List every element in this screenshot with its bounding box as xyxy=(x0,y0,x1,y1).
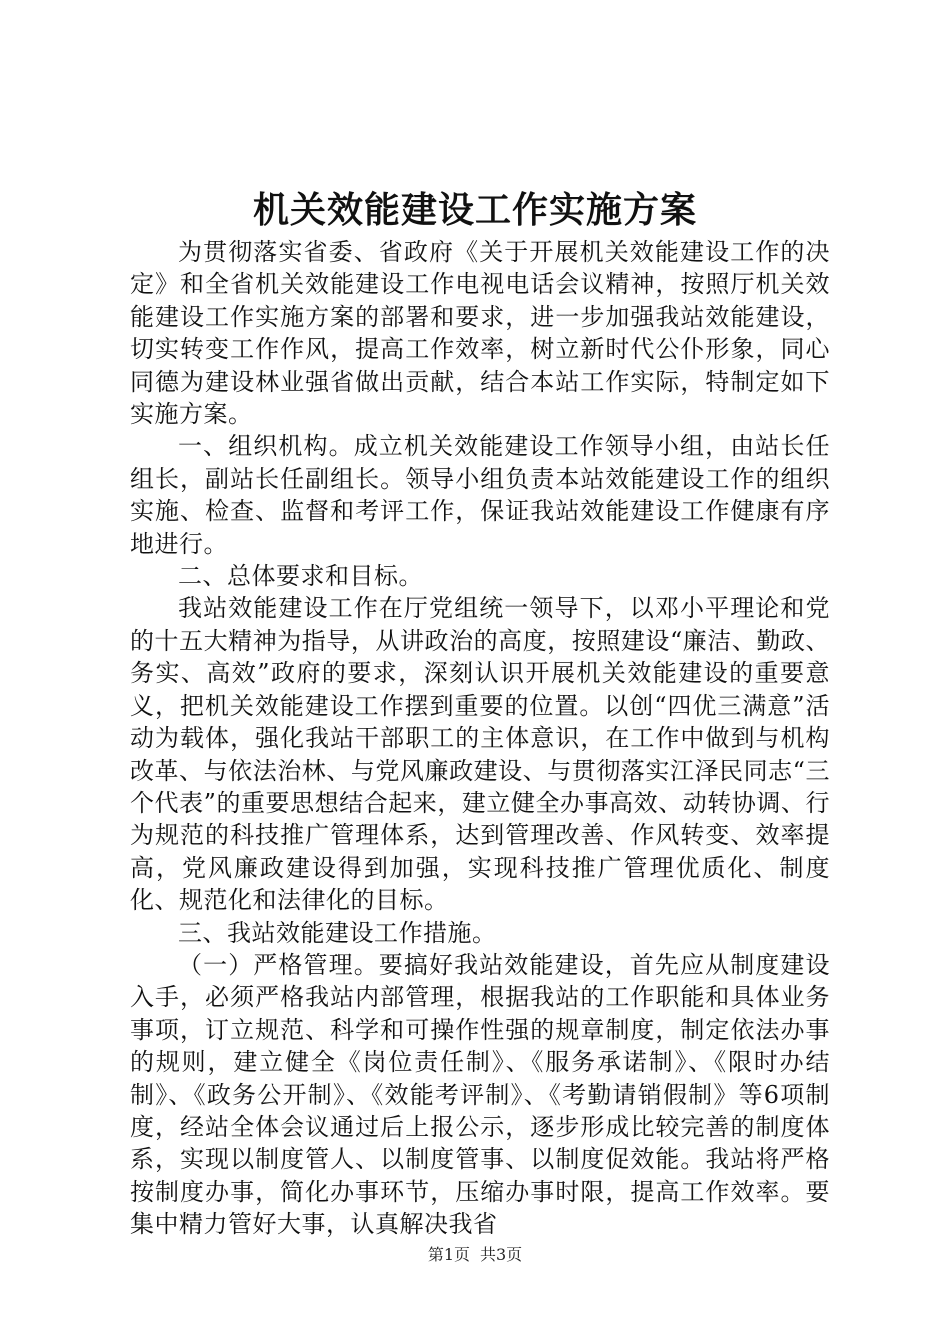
paragraph-intro: 为贯彻落实省委、省政府《关于开展机关效能建设工作的决定》和全省机关效能建设工作电视电话会议精神，按照厅机关效能建设工作实施方案的部署和要求，进一步加强我站效能建设，切实转变工作作风，提高工作效率，树立新时代公仆形象，同心同德为建设林业强省做出贡献，结合本站工作实际，特制定如下实施方案。 xyxy=(130,238,830,429)
paragraph-strict-management: （一）严格管理。要搞好我站效能建设，首先应从制度建设入手，必须严格我站内部管理，根据我站的工作职能和具体业务事项，订立规范、科学和可操作性强的规章制度，制定依法办事的规则，建立健全《岗位责任制》、《服务承诺制》、《限时办结制》、《政务公开制》、《效能考评制》、《考勤请销假制》等6项制度，经站全体会议通过后上报公示，逐步形成比较完善的制度体系，实现以制度管人、以制度管事、以制度促效能。我站将严格按制度办事，简化办事环节，压缩办事时限，提高工作效率。要集中精力管好大事，认真解决我省 xyxy=(130,950,830,1239)
page-footer xyxy=(0,1244,950,1266)
page-total: 共3页 xyxy=(480,1245,523,1264)
paragraph-organization: 一、组织机构。成立机关效能建设工作领导小组，由站长任组长，副站长任副组长。领导小组负责本站效能建设工作的组织实施、检查、监督和考评工作，保证我站效能建设工作健康有序地进行。 xyxy=(130,432,830,558)
page-number: 第1页 xyxy=(427,1245,470,1264)
paragraph-requirements: 我站效能建设工作在厅党组统一领导下，以邓小平理论和党的十五大精神为指导，从讲政治的高度，按照建设“廉洁、勤政、务实、高效”政府的要求，深刻认识开展机关效能建设的重要意义，把机关效能建设工作摆到重要的位置。以创“四优三满意”活动为载体，强化我站干部职工的主体意识，在工作中做到与机构改革、与依法治林、与党风廉政建设、与贯彻落实江泽民同志“三个代表”的重要思想结合起来，建立健全办事高效、动转协调、行为规范的科技推广管理体系，达到管理改善、作风转变、效率提高，党风廉政建设得到加强，实现科技推广管理优质化、制度化、规范化和法律化的目标。 xyxy=(130,594,830,915)
document-body xyxy=(130,236,830,1241)
heading-measures: 三、我站效能建设工作措施。 xyxy=(178,918,497,947)
heading-requirements: 二、总体要求和目标。 xyxy=(178,562,423,591)
document-title: 机关效能建设工作实施方案 xyxy=(252,189,697,231)
